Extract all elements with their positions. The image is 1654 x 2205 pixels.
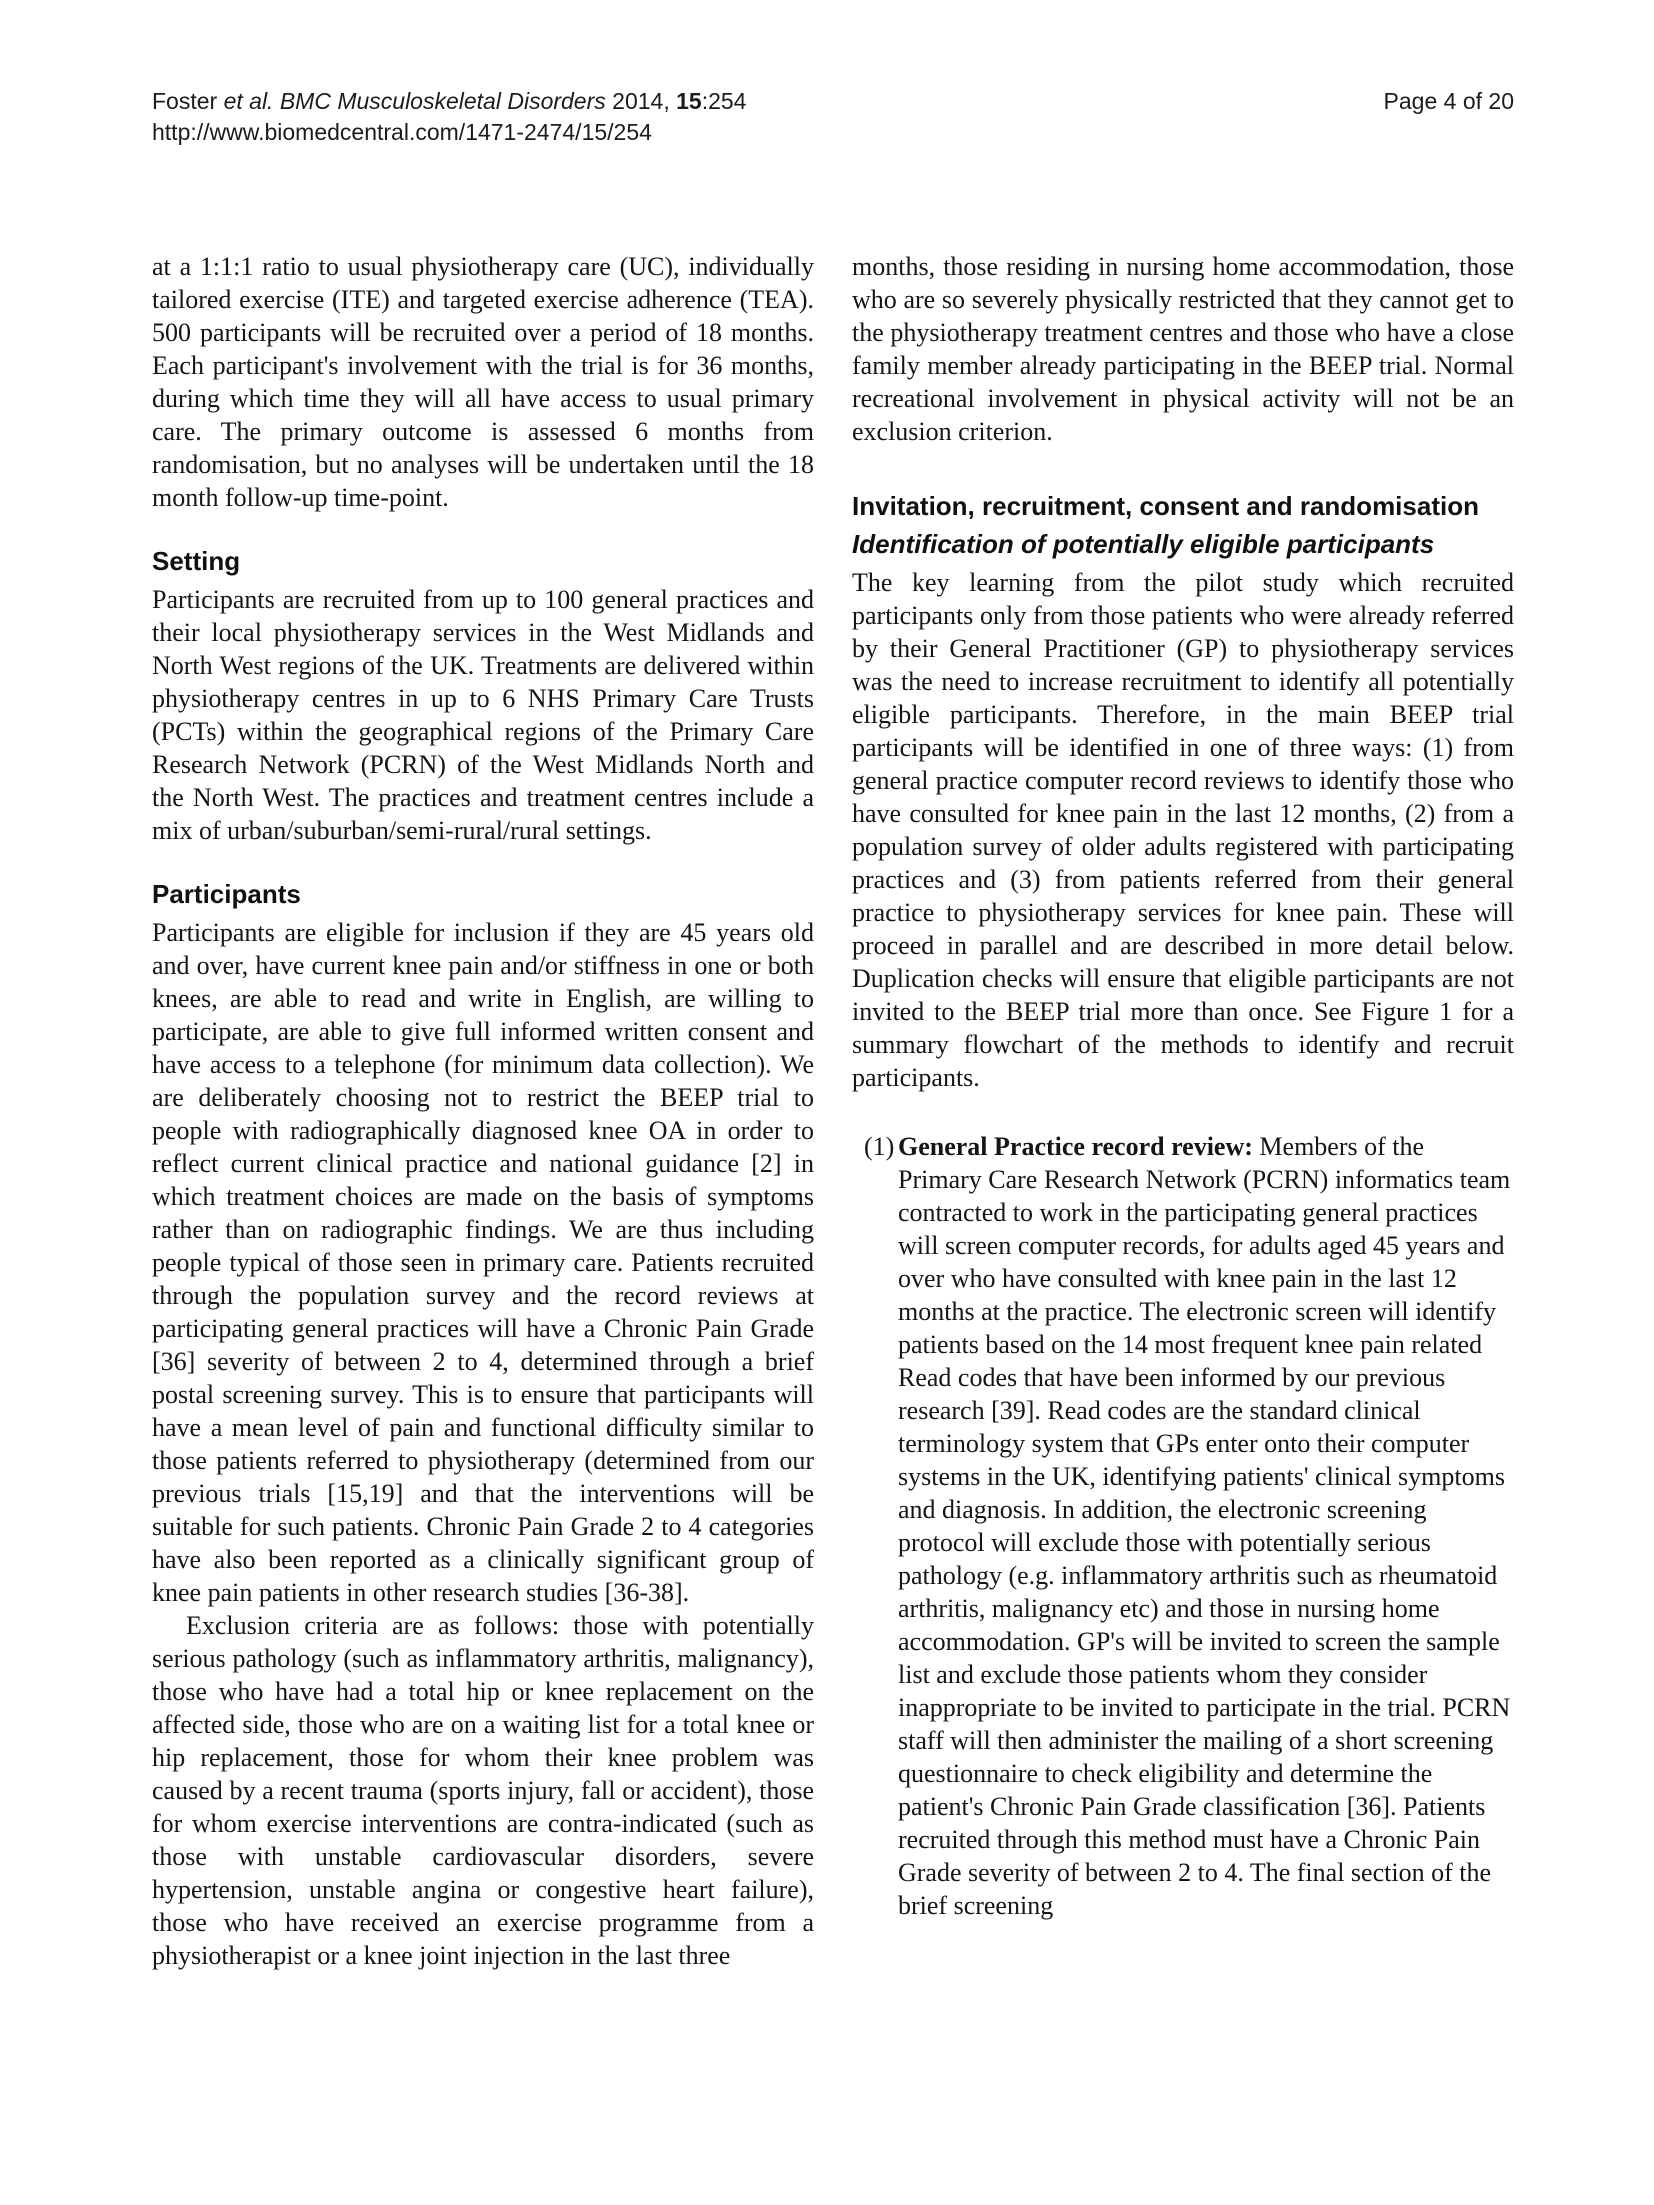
citation-line xyxy=(152,86,746,117)
paragraph-exclusion-criteria: Exclusion criteria are as follows: those with potentially serious pathology (such as inflammatory arthritis, malignancy), those who have had a total hip or knee replacement on the affected side, those who are on a waiting list for a total knee or hip replacement, those for whom their knee problem was caused by a recent trauma (sports injury, fall or accident), those for whom exercise interventions are contra-indicated (such as those with unstable cardiovascular disorders, severe hypertension, unstable angina or congestive heart failure), those who have received an exercise programme from a physiotherapist or a knee joint injection in the last three xyxy=(152,1611,814,1970)
running-header xyxy=(152,86,1514,148)
page-number-label: Page 4 of 20 xyxy=(1383,88,1514,114)
citation-block xyxy=(152,86,746,148)
list-item-1-general-practice-record-review xyxy=(852,1130,1514,1922)
citation-url: http://www.biomedcentral.com/1471-2474/15/254 xyxy=(152,119,652,145)
heading-setting: Setting xyxy=(152,546,241,576)
list-item-text: Members of the Primary Care Research Network (PCRN) informatics team contracted to work in the participating general practices will screen computer records, for adults aged 45 years and over who have consulted with knee pain in the last 12 months at the practice. The electronic screen will identify patients based on the 14 most frequent knee pain related Read codes that have been informed by our previous research [39]. Read codes are the standard clinical terminology system that GPs enter onto their computer systems in the UK, identifying patients' clinical symptoms and diagnosis. In addition, the electronic screening protocol will exclude those with potentially serious pathology (e.g. inflammatory arthritis such as rheumatoid arthritis, malignancy etc) and those in nursing home accommodation. GP's will be invited to screen the sample list and exclude those patients whom they consider inappropriate to be invited to participate in the trial. PCRN staff will then administer the mailing of a short screening questionnaire to check eligibility and determine the patient's Chronic Pain Grade classification [36]. Patients recruited through this method must have a Chronic Pain Grade severity of between 2 to 4. The final section of the brief screening xyxy=(898,1132,1511,1920)
subheading-identification: Identification of potentially eligible participants xyxy=(852,529,1435,559)
paragraph-setting: Participants are recruited from up to 100 general practices and their local physiotherapy services in the West Midlands and North West regions of the UK. Treatments are delivered within physiotherapy centres in up to 6 NHS Primary Care Trusts (PCTs) within the geographical regions of the Primary Care Research Network (PCRN) of the West Midlands North and the North West. The practices and treatment centres include a mix of urban/suburban/semi-rural/rural settings. xyxy=(152,585,814,845)
heading-invitation-recruitment: Invitation, recruitment, consent and randomisation xyxy=(852,491,1479,521)
citation-year: 2014, xyxy=(605,88,677,114)
citation-journal: et al. BMC Musculoskeletal Disorders xyxy=(223,88,606,114)
paragraph-exclusion-continued: months, those residing in nursing home accommodation, those who are so severely physically restricted that they cannot get to the physiotherapy treatment centres and those who have a close family member already participating in the BEEP trial. Normal recreational involvement in physical activity will not be an exclusion criterion. xyxy=(852,252,1514,446)
list-item-bold-label: General Practice record review: xyxy=(898,1132,1253,1161)
right-column xyxy=(852,250,1514,1922)
paragraph-identification: The key learning from the pilot study which recruited participants only from those patients who were already referred by their General Practitioner (GP) to physiotherapy services was the need to increase recruitment to identify all potentially eligible participants. Therefore, in the main BEEP trial participants will be identified in one of three ways: (1) from general practice computer record reviews to identify those who have consulted for knee pain in the last 12 months, (2) from a population survey of older adults registered with participating practices and (3) from patients referred from their general practice to physiotherapy services for knee pain. These will proceed in parallel and are described in more detail below. Duplication checks will ensure that eligible participants are not invited to the BEEP trial more than once. See Figure 1 for a summary flowchart of the methods to identify and recruit participants. xyxy=(852,568,1514,1092)
list-item-number: (1) xyxy=(864,1132,895,1161)
heading-participants: Participants xyxy=(152,879,301,909)
citation-pages: :254 xyxy=(701,88,747,114)
paragraph-continued-from-previous-page: at a 1:1:1 ratio to usual physiotherapy care (UC), individually tailored exercise (ITE) and targeted exercise adherence (TEA). 500 participants will be recruited over a period of 18 months. Each participant's involvement with the trial is for 36 months, during which time they will all have access to usual primary care. The primary outcome is assessed 6 months from randomisation, but no analyses will be undertaken until the 18 month follow-up time-point. xyxy=(152,252,814,512)
paragraph-participants: Participants are eligible for inclusion if they are 45 years old and over, have current knee pain and/or stiffness in one or both knees, are able to read and write in English, are willing to participate, are able to give full informed written consent and have access to a telephone (for minimum data collection). We are deliberately choosing not to restrict the BEEP trial to people with radiographically diagnosed knee OA in order to reflect current clinical practice and national guidance [2] in which treatment choices are made on the basis of symptoms rather than on radiographic findings. We are thus including people typical of those seen in primary care. Patients recruited through the population survey and the record reviews at participating general practices will have a Chronic Pain Grade [36] severity of between 2 to 4, determined through a brief postal screening survey. This is to ensure that participants will have a mean level of pain and functional difficulty similar to those patients referred to physiotherapy (determined from our previous trials [15,19] and that the interventions will be suitable for such patients. Chronic Pain Grade 2 to 4 categories have also been reported as a clinically significant group of knee pain patients in other research studies [36-38]. xyxy=(152,918,814,1607)
citation-volume: 15 xyxy=(676,88,702,114)
citation-author: Foster xyxy=(152,88,224,114)
left-column xyxy=(152,250,814,1972)
